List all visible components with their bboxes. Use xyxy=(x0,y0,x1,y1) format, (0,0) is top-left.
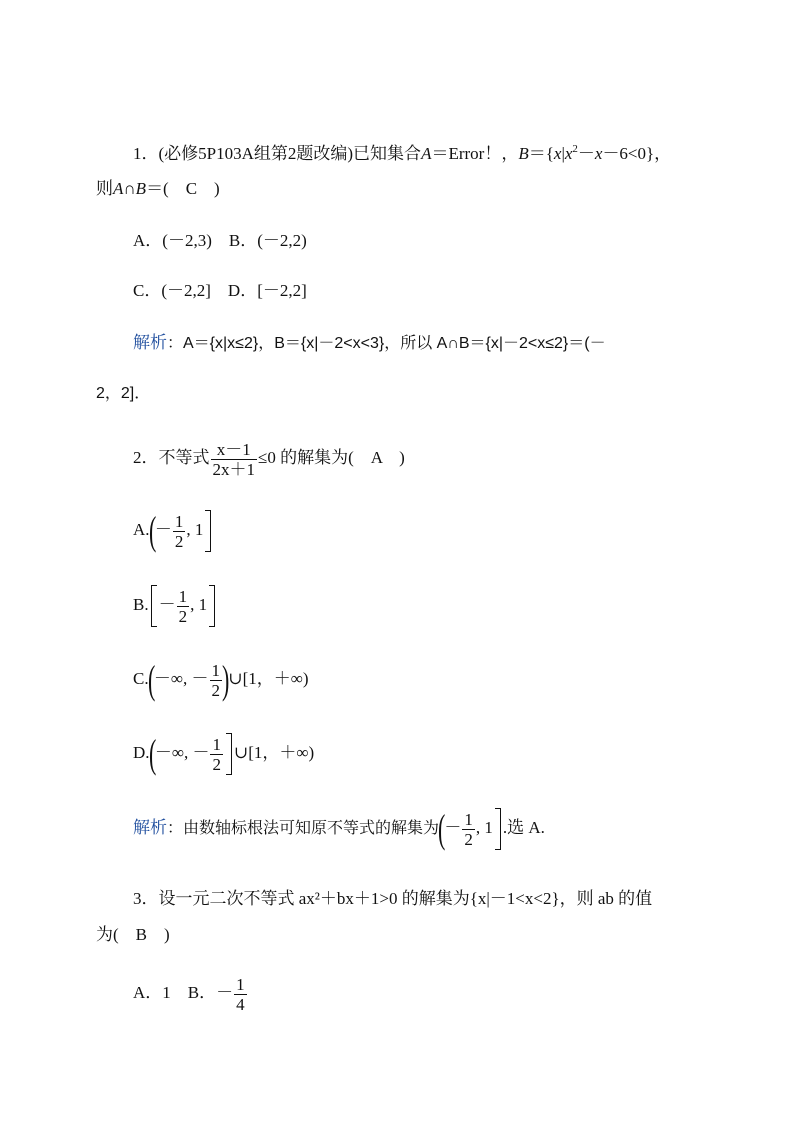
q2-opt-d-inf: －∞, － xyxy=(154,743,210,762)
q2-opt-b-neg: － xyxy=(158,595,176,614)
q2-opt-d-tail: ∪[1，＋∞) xyxy=(233,743,315,762)
q2-opt-d-num: 1 xyxy=(212,734,221,754)
q3-options xyxy=(133,971,248,1015)
q2-sol-num: 1 xyxy=(464,809,473,829)
q3-opt-frac xyxy=(234,975,247,1014)
q2-suffix: ≤0 的解集为( A ) xyxy=(258,448,405,467)
q1-set-a: A xyxy=(421,144,432,163)
q1-eq1: ＝Error！， xyxy=(431,144,519,163)
q2-opt-c-label: C. xyxy=(133,669,149,688)
q3-line1: 3．设一元二次不等式 ax²＋bx＋1>0 的解集为{x|－1<x<2}，则 ab 的值 xyxy=(133,889,653,908)
q2-sol-frac xyxy=(462,810,475,849)
q1-line2-a: A xyxy=(113,179,124,198)
q2-frac-num: x－1 xyxy=(216,439,251,459)
q2-option-c xyxy=(133,657,309,701)
q2-opt-b-rbracket-icon xyxy=(209,585,215,627)
q1-set-b: B xyxy=(518,144,529,163)
q2-opt-b-tail: , 1 xyxy=(190,595,208,614)
q1-x2: x xyxy=(564,144,573,163)
q2-fraction xyxy=(211,440,258,479)
q2-option-a xyxy=(133,508,213,552)
q2-opt-b-num: 1 xyxy=(178,586,188,606)
q2-opt-c-tail: ∪[1，＋∞) xyxy=(228,669,309,688)
q2-option-b xyxy=(133,583,217,627)
q2-option-d xyxy=(133,731,314,775)
q2-opt-c-frac xyxy=(210,661,223,700)
q3-opt-label: A．1 B．－ xyxy=(133,983,234,1002)
q1-prefix: 1．(必修5P103A组第2题改编)已知集合 xyxy=(133,144,422,163)
q2-opt-d-lparen-icon: ( xyxy=(148,731,156,777)
q1-line2-b: B xyxy=(135,179,147,198)
q2-opt-d-frac xyxy=(210,735,223,774)
q2-stem xyxy=(133,436,405,480)
q2-opt-c-lparen-icon: ( xyxy=(147,657,155,703)
q1-rest: －6<0}， xyxy=(602,144,672,163)
q2-sol-tail: , 1 xyxy=(475,818,493,837)
q2-solution-label: 解析 xyxy=(133,818,167,837)
q1-eq2: ＝{ xyxy=(528,144,554,163)
q2-opt-a-lparen-icon: ( xyxy=(148,508,156,554)
q1-solution-text: ：A＝{x|x≤2}，B＝{x|－2<x<3}，所以 A∩B＝{x|－2<x≤2}＝(－ xyxy=(167,335,606,352)
q2-opt-a-den: 2 xyxy=(174,531,184,551)
q2-opt-a-label: A. xyxy=(133,520,150,539)
q2-sol-end: .选 A. xyxy=(502,818,545,837)
q2-sol-den: 2 xyxy=(464,829,473,849)
q1-solution xyxy=(133,331,606,356)
q2-opt-d-den: 2 xyxy=(212,754,221,774)
q2-opt-c-inf: －∞, － xyxy=(153,669,209,688)
q3-opt-num: 1 xyxy=(236,974,245,994)
q1-options-ab: A．(－2,3) B．(－2,2) xyxy=(133,231,307,250)
q2-sol-neg: － xyxy=(444,818,462,837)
q2-opt-c-num: 1 xyxy=(211,660,221,680)
q2-opt-b-frac xyxy=(177,587,190,626)
q3-opt-den: 4 xyxy=(236,994,245,1014)
q1-solution-line2: 2，2]． xyxy=(96,385,151,402)
q2-prefix: 2．不等式 xyxy=(133,448,210,467)
q2-opt-a-frac xyxy=(173,512,186,551)
q1-exp2: 2 xyxy=(572,143,578,155)
q2-opt-b-den: 2 xyxy=(178,606,188,626)
q1-x1: x xyxy=(553,144,562,163)
q2-solution-text: ：由数轴标根法可知原不等式的解集为 xyxy=(167,820,440,837)
q2-opt-d-label: D. xyxy=(133,743,150,762)
q2-opt-c-rparen-icon: ) xyxy=(222,657,230,703)
q2-opt-a-neg: － xyxy=(154,520,172,539)
q2-sol-lparen-icon: ( xyxy=(438,806,446,852)
q1-options-cd: C．(－2,2] D．[－2,2] xyxy=(133,281,307,300)
q2-opt-b-lbracket-icon xyxy=(151,585,157,627)
q1-x3: x xyxy=(594,144,603,163)
q3-line2: 为( B ) xyxy=(96,925,170,944)
q1-cap: ∩ xyxy=(123,179,136,198)
q2-opt-a-num: 1 xyxy=(174,511,184,531)
q1-bar: | xyxy=(561,144,565,163)
q2-sol-rbracket-icon xyxy=(495,808,501,850)
q2-opt-a-rbracket-icon xyxy=(205,510,211,552)
q2-frac-den: 2x＋1 xyxy=(212,459,255,479)
q1-line2-pre: 则 xyxy=(96,179,113,198)
q1-answer: ＝( C ) xyxy=(146,179,220,198)
q2-solution xyxy=(133,806,545,851)
q1-line2 xyxy=(96,177,220,201)
q1-minus-x: － xyxy=(577,144,595,163)
q1-line1 xyxy=(133,142,671,166)
q1-solution-label: 解析 xyxy=(133,333,167,352)
q2-opt-c-den: 2 xyxy=(211,680,221,700)
q2-opt-d-rbracket-icon xyxy=(226,733,232,775)
q2-opt-a-tail: , 1 xyxy=(186,520,204,539)
q2-opt-b-label: B. xyxy=(133,595,149,614)
